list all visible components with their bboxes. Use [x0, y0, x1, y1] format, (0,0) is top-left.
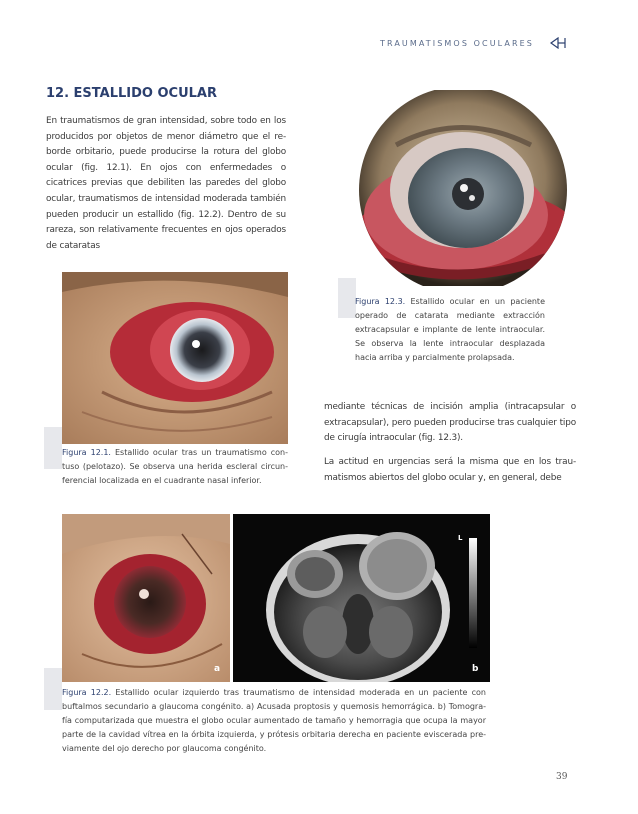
figure-12-1-text: Estallido ocular tras un traumatismo con-tuso (pelotazo). Se observa una herida escleral circun-ferencial localizada en el cuadrante nasal inferior. [62, 448, 288, 485]
figure-12-3-label: Figura 12.3. [355, 297, 406, 306]
figure-12-3-caption [355, 295, 545, 365]
figure-12-2-panel-b-label: b [472, 664, 479, 674]
page-number: 39 [556, 772, 568, 782]
body-paragraph-right-1: mediante técnicas de incisión amplia (intracapsular o extracapsular), pero pueden producirse tras cualquier tipo de cirugía intraocular (fig. 12.3). [324, 402, 576, 444]
figure-12-1-photo [62, 272, 288, 444]
figure-12-2-caption [62, 686, 486, 756]
figure-12-2a-photo [62, 514, 230, 682]
body-paragraph-left: En traumatismos de gran intensidad, sobre todo en los producidos por objetos de menor diámetro que el re-borde orbitario, puede producirse la rotura del globo ocular (fig. 12.1). En ojos con enfermedades o cicatrices previas que debiliten las paredes del globo ocular, traumatismos de intensidad moderada también pueden producir un estallido (fig. 12.2). Dentro de su rareza, son relativamente frecuentes en ojos operados de cataratas [46, 116, 286, 251]
figure-12-3-photo [356, 90, 570, 286]
figure-12-1-caption [62, 446, 288, 488]
figure-12-2b-ct-scan [233, 514, 490, 682]
figure-12-1-caption-accent [44, 427, 62, 469]
running-header-title: TRAUMATISMOS OCULARES [380, 39, 534, 48]
body-paragraph-right-2: La actitud en urgencias será la misma que en los trau-matismos abiertos del globo ocular y, en general, debe [324, 457, 576, 483]
figure-12-2-caption-accent [44, 668, 62, 710]
figure-12-2-panel-a-label: a [214, 664, 221, 674]
back-arrow-icon [550, 37, 566, 49]
figure-12-2-label: Figura 12.2. [62, 688, 112, 697]
figure-12-3-text: Estallido ocular en un paciente operado de catarata mediante extracción extracapsular e implante de lente intraocular. Se observa la lente intraocular desplazada hacia arriba y parcialmente prolapsada. [355, 297, 545, 362]
figure-12-1-label: Figura 12.1. [62, 448, 111, 457]
section-title: 12. ESTALLIDO OCULAR [46, 86, 217, 101]
figure-12-3-caption-accent [338, 278, 356, 318]
figure-12-2-ct-marker: L [458, 534, 463, 542]
figure-12-2-text: Estallido ocular izquierdo tras traumatismo de intensidad moderada en un paciente con buftalmos secundario a glaucoma congénito. a) Acusada proptosis y quemosis hemorrágica. b) Tomogra-fía computarizada que muestra el globo ocular aumentado de tamaño y hemorragia que ocupa la mayor parte de la cavidad vítrea en la órbita izquierda, y prótesis orbitaria derecha en paciente eviscerada pre-viamente del ojo derecho por glaucoma congénito. [62, 688, 487, 753]
